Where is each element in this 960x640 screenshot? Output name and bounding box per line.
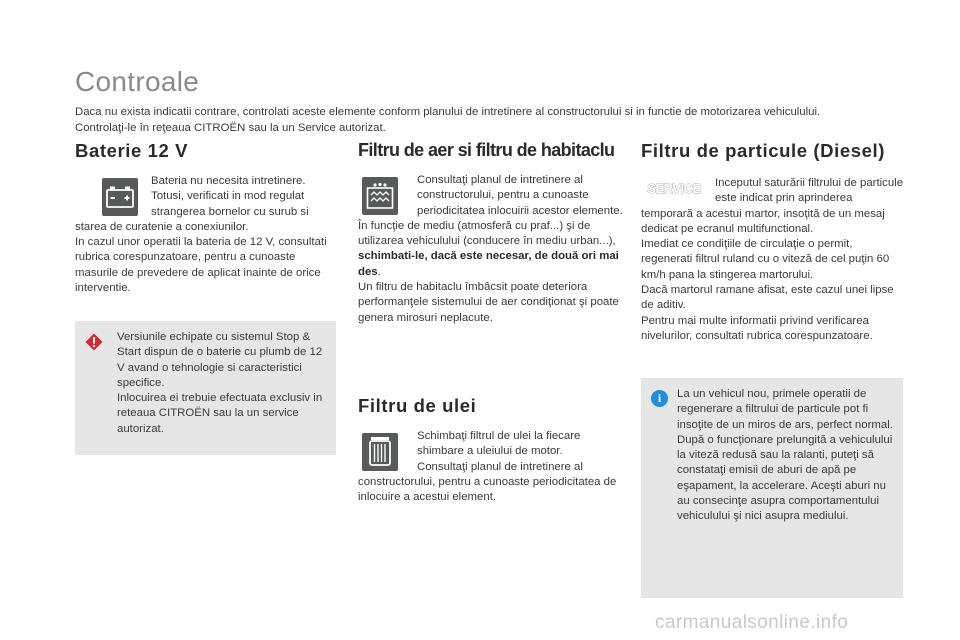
battery-icon [102, 178, 138, 216]
particle-filter-body-3: Dacă martorul ramane afisat, este cazul unei lipse de aditiv. [641, 284, 894, 312]
air-filter-body-1-end: . [377, 265, 381, 278]
particle-info-box [641, 378, 903, 598]
particle-filter-body-1: Inceputul saturării filtrului de particule este indicat prin aprinderea temporară a acestui martor, insoţită de un mesaj dedicat pe ecranul multifunctional. [641, 177, 904, 235]
intro-line-1: Daca nu exista indicatii contrare, controlati aceste elemente conform planului de intretinere al constructorului si in functie de motorizarea vehiculului. [75, 106, 821, 118]
air-filter-body-1 [358, 219, 623, 280]
battery-heading: Baterie 12 V [75, 140, 189, 161]
intro-line-2: Controlaţi-le în reţeaua CITROËN sau la un Service autorizat. [75, 122, 386, 134]
particle-filter-heading: Filtru de particule (Diesel) [641, 140, 885, 161]
battery-body: In cazul unor operatii la bateria de 12 V, consultati rubrica corespunzatoare, pentru a cunoaste masurile de prevedere de aplicat inainte de orice interventie. [75, 236, 327, 295]
intro [75, 104, 915, 136]
warning-text-2: Inlocuirea ei trebuie efectuata exclusiv in reteaua CITROËN sau la un service autorizat. [117, 392, 323, 435]
battery-section [75, 140, 337, 296]
oil-filter-icon [362, 433, 398, 471]
info-text-2: După o funcţionare prelungită a vehiculului la viteză redusă sau la ralanti, puteţi să constataţi emisii de aburi de apă pe eşapament, la accelerare. Aceşti aburi nu au consecinţe asupra comportamentului vehiculului şi nici asupra mediului. [677, 433, 893, 523]
particle-filter-body-2: Imediat ce condiţiile de circulaţie o permit, regenerati filtrul ruland cu o viteză de cel puţin 60 km/h pana la stingerea martorului. [641, 238, 890, 281]
air-filter-icon-text: Consultaţi planul de intretinere al constructorului, pentru a cunoaste periodicitatea inlocuirii acestor elemente. [417, 174, 623, 217]
service-label: SERVICE [647, 181, 701, 197]
oil-filter-text-1: Schimbaţi filtrul de ulei la fiecare shimbare a uleiului de motor. [417, 430, 581, 458]
air-filter-body-1-text: În funcţie de mediu (atmosferă cu praf...) şi de utilizarea vehiculului (conducere în mediu urban...), [358, 219, 616, 248]
battery-warning-box [75, 321, 336, 455]
page-title: Controale [75, 66, 200, 97]
air-filter-heading: Filtru de aer si filtru de habitaclu [358, 140, 615, 160]
oil-filter-icon-block [358, 429, 623, 505]
air-filter-body-1-bold: schimbati-le, dacă este necesar, de două ori mai des [358, 250, 619, 278]
air-filter-icon-block [358, 173, 623, 219]
service-warning-icon [647, 178, 701, 200]
air-filter-body-2: Un filtru de habitaclu îmbâcsit poate deteriora performanţele sistemului de aer condiţionat şi poate genera mirosuri neplacute. [358, 281, 619, 324]
info-text-1: La un vehicul nou, primele operatii de regenerare a filtrului de particule pot fi insoţite de un miros de ars, perfect normal. [677, 388, 893, 431]
particle-filter-body-4: Pentru mai multe informatii privind verificarea nivelurilor, consultati rubrica corespunzatoare. [641, 314, 873, 342]
warning-text-1: Versiunile echipate cu sistemul Stop & Start dispun de o baterie cu plumb de 12 V avand o tehnologie si caracteristici specifice. [117, 331, 323, 389]
particle-filter-section [641, 140, 906, 344]
warning-icon [85, 333, 103, 351]
battery-icon-text: Bateria nu necesita intretinere. Totusi, verificati in mod regulat strangerea bornelor cu surub si starea de curatenie a conexiunilor. [75, 175, 309, 233]
air-filter-section [358, 140, 623, 326]
oil-filter-heading: Filtru de ulei [358, 395, 477, 416]
oil-filter-section [358, 395, 623, 505]
oil-filter-text-2: Consultaţi planul de intretinere al constructorului, pentru a cunoaste periodicitatea de inlocuire a acestui element. [358, 460, 617, 504]
watermark: carmanualsonline.info [655, 612, 849, 633]
air-filter-icon [362, 177, 398, 215]
info-icon: i [651, 390, 668, 407]
battery-icon-block [75, 174, 337, 235]
